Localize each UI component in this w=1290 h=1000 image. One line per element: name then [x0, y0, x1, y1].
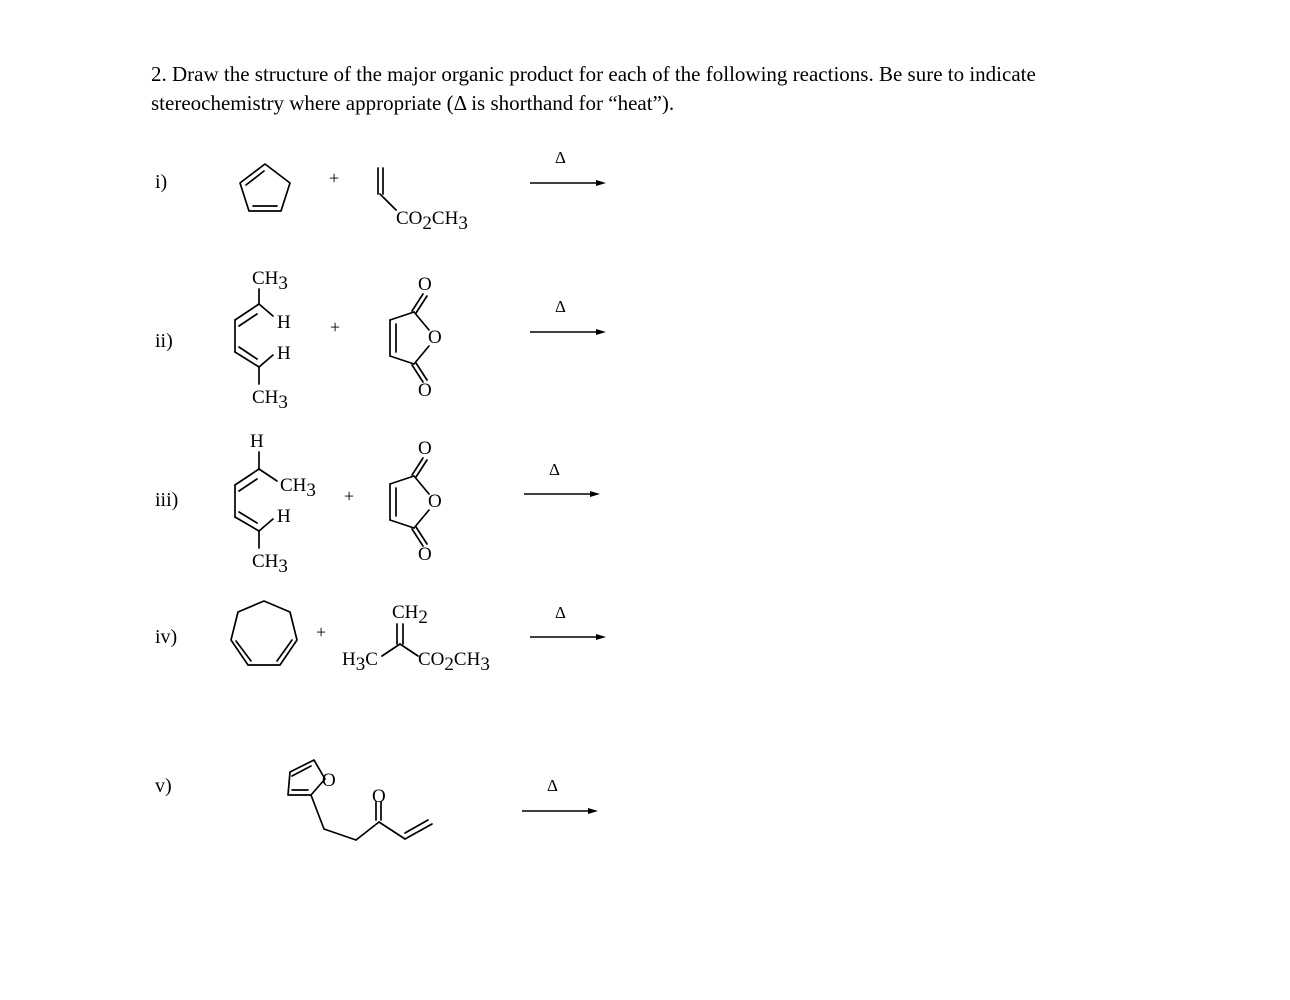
- methyl-methacrylate-structure: [338, 598, 508, 676]
- svg-text:CH3: CH3: [252, 551, 288, 577]
- svg-text:O: O: [418, 380, 432, 401]
- cyclopentadiene-structure: [225, 150, 305, 220]
- reaction-iii-plus: +: [344, 486, 355, 506]
- svg-text:O: O: [428, 491, 442, 512]
- svg-text:CO2CH3: CO2CH3: [396, 208, 468, 234]
- reaction-v-label: v): [155, 775, 172, 797]
- question-text: [151, 60, 1191, 118]
- svg-text:CH3: CH3: [280, 475, 316, 501]
- cycloheptadiene-structure: [222, 595, 307, 677]
- question-line-1: 2. Draw the structure of the major organic product for each of the following reactions. Be sure to indicate: [151, 62, 1036, 86]
- reaction-v-delta: Δ: [547, 776, 558, 795]
- reaction-iii-arrow: [524, 489, 600, 499]
- reaction-iv-label: iv): [155, 626, 178, 648]
- reaction-ii-label: ii): [155, 330, 173, 352]
- svg-text:H3C: H3C: [342, 649, 378, 675]
- svg-text:H: H: [277, 312, 291, 333]
- reaction-iv-delta: Δ: [555, 603, 566, 622]
- maleic-anhydride-structure-iii: [378, 432, 458, 567]
- reaction-iv-arrow: [530, 632, 606, 642]
- reaction-i-plus: +: [329, 168, 340, 188]
- svg-text:CH3: CH3: [252, 387, 288, 413]
- svg-text:O: O: [418, 544, 432, 565]
- trans-trans-hexadiene-structure: [225, 260, 335, 415]
- svg-text:O: O: [418, 438, 432, 459]
- svg-text:O: O: [372, 786, 386, 807]
- furan-enone-structure: [280, 752, 440, 847]
- reaction-ii-plus: +: [330, 317, 341, 337]
- svg-text:H: H: [277, 506, 291, 527]
- reaction-ii-arrow: [530, 327, 606, 337]
- svg-text:CO2CH3: CO2CH3: [418, 649, 490, 675]
- maleic-anhydride-structure-ii: [378, 268, 458, 403]
- reaction-iii-delta: Δ: [549, 460, 560, 479]
- svg-text:O: O: [428, 327, 442, 348]
- reaction-i-delta: Δ: [555, 148, 566, 167]
- svg-text:O: O: [322, 770, 336, 791]
- reaction-i-label: i): [155, 171, 168, 193]
- reaction-iii-label: iii): [155, 489, 179, 511]
- reaction-ii-delta: Δ: [555, 297, 566, 316]
- svg-text:CH3: CH3: [252, 268, 288, 294]
- reaction-v-arrow: [522, 806, 598, 816]
- reaction-i-arrow: [530, 178, 606, 188]
- reaction-iv-plus: +: [316, 622, 327, 642]
- cis-trans-hexadiene-structure: [225, 425, 345, 580]
- question-line-2: stereochemistry where appropriate (Δ is shorthand for “heat”).: [151, 91, 675, 115]
- svg-text:CH2: CH2: [392, 602, 428, 628]
- methyl-acrylate-structure: [372, 160, 492, 235]
- svg-text:H: H: [277, 343, 291, 364]
- svg-text:H: H: [250, 431, 264, 452]
- svg-text:O: O: [418, 274, 432, 295]
